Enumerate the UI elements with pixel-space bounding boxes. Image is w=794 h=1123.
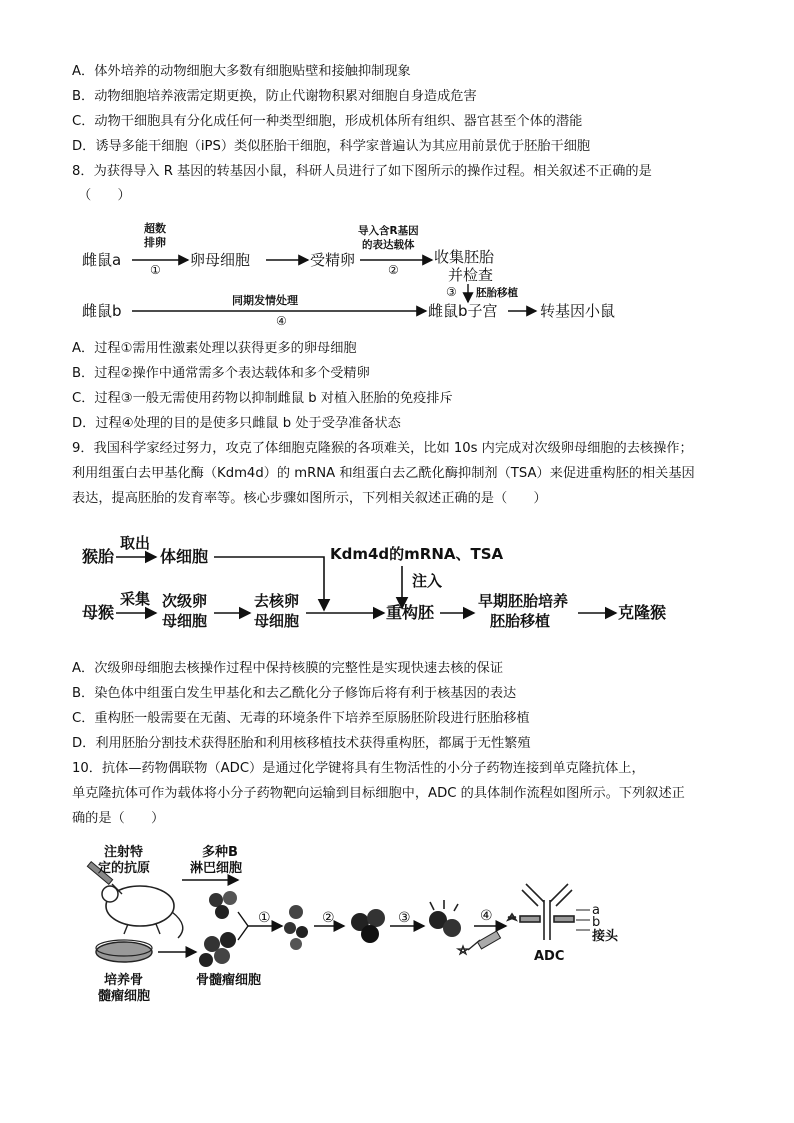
q8-node-uterus: 雌鼠b子宫 xyxy=(428,302,498,320)
q10-label-adc: ADC xyxy=(534,949,565,964)
q8-node-fertilized-egg: 受精卵 xyxy=(310,251,356,269)
q8-option-c: C．过程③一般无需使用药物以抑制雌鼠 b 对植入胚胎的免疫排斥 xyxy=(72,391,453,406)
q8-diagram xyxy=(80,212,680,327)
q8-label-superovulation-2: 排卵 xyxy=(144,236,166,249)
q10-step-4: ④ xyxy=(480,908,493,924)
q10-step-2: ② xyxy=(322,910,335,926)
q9-option-a: A．次级卵母细胞去核操作过程中保持核膜的完整性是实现快速去核的保证 xyxy=(72,661,504,676)
q9-option-d: D．利用胚胎分割技术获得胚胎和利用核移植技术获得重构胚，都属于无性繁殖 xyxy=(72,736,531,751)
q9-node-kdm4d-tsa: Kdm4d的mRNA、TSA xyxy=(330,545,504,563)
q9-stem-line-1: 9．我国科学家经过努力，攻克了体细胞克隆猴的各项难关，比如 10s 内完成对次级卵母细胞的去核操作； xyxy=(72,441,693,456)
q10-label-joint: 接头 xyxy=(592,929,619,944)
q10-label-culture-2: 髓瘤细胞 xyxy=(98,989,151,1004)
q8-label-vector-1: 导入含R基因 xyxy=(358,225,419,237)
q10-step-1: ① xyxy=(258,910,271,926)
q8-label-sync-estrus: 同期发情处理 xyxy=(232,294,298,307)
petri-dish-icon xyxy=(96,940,152,962)
q9-node-somatic-cell: 体细胞 xyxy=(160,547,209,566)
q9-label-inject: 注入 xyxy=(412,572,443,590)
q8-step-3: ③ xyxy=(446,285,457,299)
q8-label-embryo-transfer: 胚胎移植 xyxy=(476,287,518,299)
q8-node-mouse-a: 雌鼠a xyxy=(82,251,122,269)
q8-node-mouse-b: 雌鼠b xyxy=(82,302,122,320)
q10-label-a: a xyxy=(592,903,600,918)
q7-option-b: B．动物细胞培养液需定期更换，防止代谢物积累对细胞自身造成危害 xyxy=(72,89,477,104)
q9-node-oocyte-2: 母细胞 xyxy=(162,612,208,630)
q8-blank: （ ） xyxy=(78,188,131,203)
q8-option-a: A．过程①需用性激素处理以获得更多的卵母细胞 xyxy=(72,341,357,356)
q8-node-oocyte: 卵母细胞 xyxy=(190,251,251,269)
q8-step-4: ④ xyxy=(276,314,287,327)
q9-stem-line-3: 表达，提高胚胎的发育率等。核心步骤如图所示，下列相关叙述正确的是（ ） xyxy=(72,491,547,506)
q9-node-culture-2: 胚胎移植 xyxy=(490,612,551,630)
mouse-icon xyxy=(102,886,183,938)
b-lymphocytes-icon xyxy=(209,891,237,919)
q10-label-bcells-2: 淋巴细胞 xyxy=(190,861,243,876)
q10-diagram xyxy=(78,840,638,1010)
q7-option-c: C．动物干细胞具有分化成任何一种类型细胞，形成机体所有组织、器官甚至个体的潜能 xyxy=(72,114,583,129)
q9-label-collect: 采集 xyxy=(120,590,151,608)
q9-node-reconstructed-embryo: 重构胚 xyxy=(386,603,435,622)
q8-node-transgenic-mouse: 转基因小鼠 xyxy=(540,302,616,320)
q10-label-culture-1: 培养骨 xyxy=(104,973,144,988)
q10-label-myeloma: 骨髓瘤细胞 xyxy=(196,973,262,988)
q8-label-superovulation-1: 超数 xyxy=(144,222,166,235)
q9-stem-line-2: 利用组蛋白去甲基化酶（Kdm4d）的 mRNA 和组蛋白去乙酰化酶抑制剂（TSA）来促进重构胚的相关基因 xyxy=(72,466,695,481)
q9-option-c: C．重构胚一般需要在无菌、无毒的环境条件下培养至原肠胚阶段进行胚胎移植 xyxy=(72,711,530,726)
q10-label-inject-2: 定的抗原 xyxy=(98,861,151,876)
q10-label-bcells-1: 多种B xyxy=(202,845,238,860)
q8-node-collect-1: 收集胚胎 xyxy=(434,248,495,266)
drug-linker-icon xyxy=(458,931,501,954)
q7-option-a: A．体外培养的动物细胞大多数有细胞贴壁和接触抑制现象 xyxy=(72,64,411,79)
q8-option-b: B．过程②操作中通常需多个表达载体和多个受精卵 xyxy=(72,366,370,381)
fused-cells-icon xyxy=(284,905,308,950)
q9-node-enucleated-1: 去核卵 xyxy=(254,592,300,610)
q10-label-b: b xyxy=(592,915,601,930)
q9-node-cloned-monkey: 克隆猴 xyxy=(618,603,667,622)
q9-node-fetus: 猴胎 xyxy=(82,547,115,566)
adc-antibody-icon xyxy=(508,884,574,940)
q10-stem-line-2: 单克隆抗体可作为载体将小分子药物靶向运输到目标细胞中，ADC 的具体制作流程如图所示。下列叙述正 xyxy=(72,786,685,801)
antibody-producing-cells-icon xyxy=(429,900,461,937)
q8-stem: 8．为获得导入 R 基因的转基因小鼠，科研人员进行了如下图所示的操作过程。相关叙述不正确的是 xyxy=(72,164,652,179)
q9-label-take-out: 取出 xyxy=(120,534,151,552)
q8-step-2: ② xyxy=(388,263,399,277)
q8-step-1: ① xyxy=(150,263,161,277)
q10-step-3: ③ xyxy=(398,910,411,926)
q8-node-collect-2: 并检查 xyxy=(448,266,494,284)
myeloma-cells-icon xyxy=(199,932,236,967)
q8-label-vector-2: 的表达载体 xyxy=(362,239,415,251)
q8-option-d: D．过程④处理的目的是使多只雌鼠 b 处于受孕准备状态 xyxy=(72,416,401,431)
hybridoma-cells-icon xyxy=(351,909,385,943)
q7-option-d: D．诱导多能干细胞（iPS）类似胚胎干细胞，科学家普遍认为其应用前景优于胚胎干细胞 xyxy=(72,139,591,154)
q9-node-enucleated-2: 母细胞 xyxy=(254,612,300,630)
q9-node-culture-1: 早期胚胎培养 xyxy=(478,592,569,610)
q9-node-mother: 母猴 xyxy=(82,603,115,622)
q10-stem-line-3: 确的是（ ） xyxy=(72,811,165,826)
q9-diagram xyxy=(80,528,690,643)
q10-stem-line-1: 10．抗体—药物偶联物（ADC）是通过化学键将具有生物活性的小分子药物连接到单克隆抗体上， xyxy=(72,761,645,776)
q9-option-b: B．染色体中组蛋白发生甲基化和去乙酰化分子修饰后将有利于核基因的表达 xyxy=(72,686,517,701)
q9-node-oocyte-1: 次级卵 xyxy=(162,592,208,610)
q10-label-inject-1: 注射特 xyxy=(104,845,144,860)
